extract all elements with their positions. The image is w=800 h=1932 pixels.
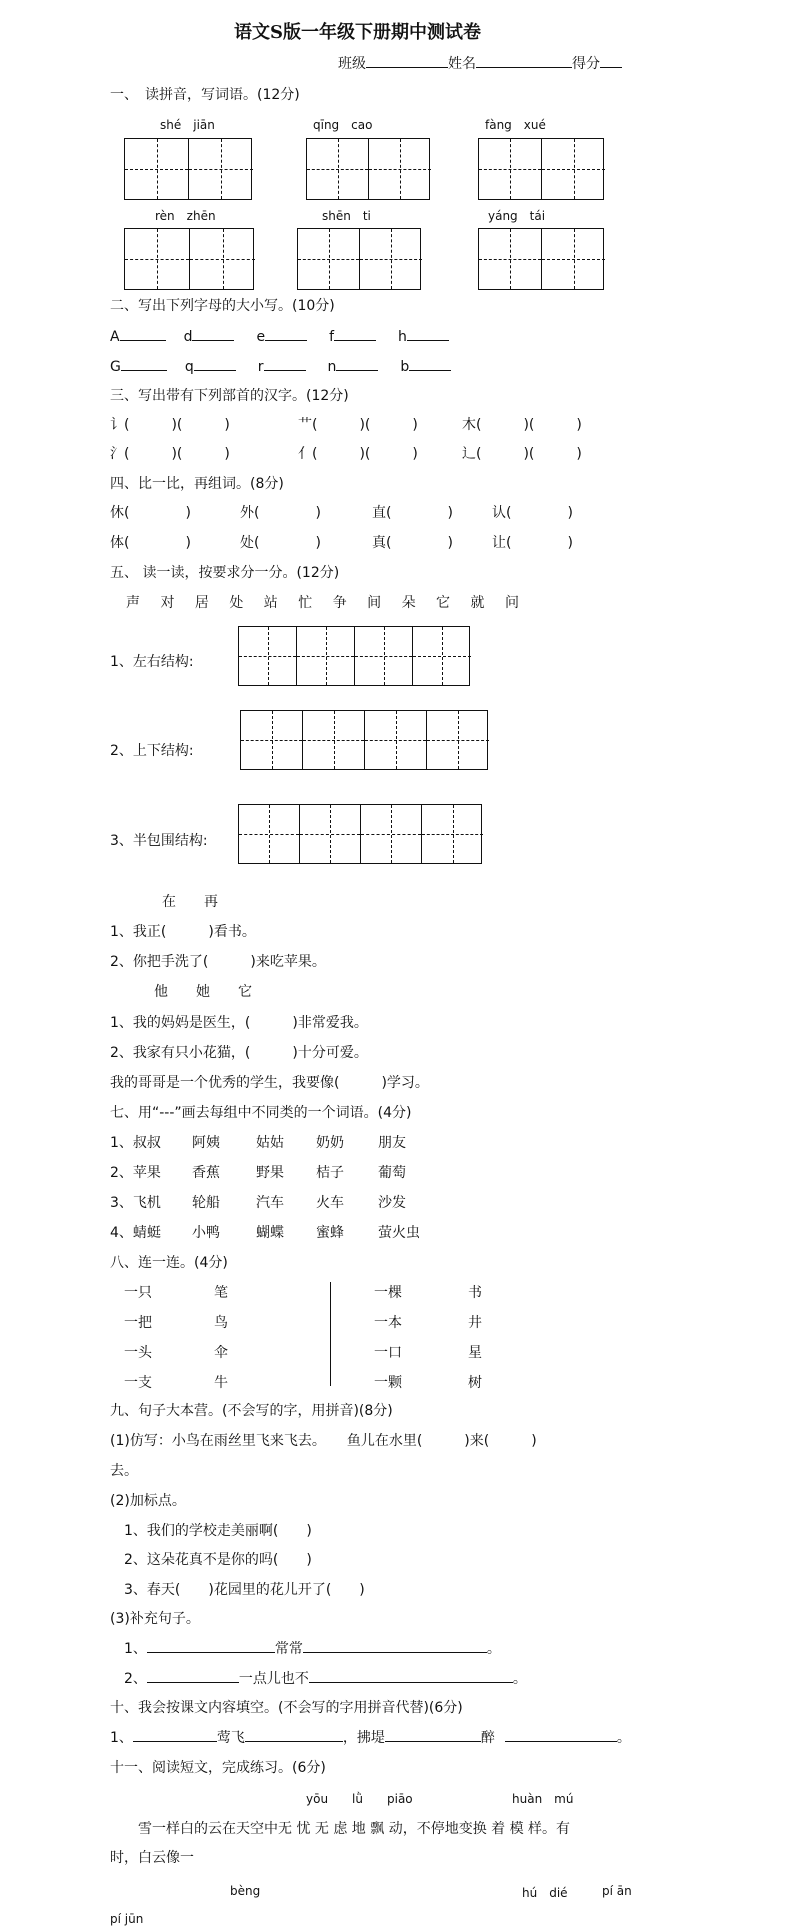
letter-blank[interactable] <box>334 326 376 341</box>
letter: n <box>327 359 337 375</box>
letter: A <box>110 329 120 345</box>
word-option[interactable]: 葡萄 <box>378 1165 406 1181</box>
complete-heading: (3)补充句子。 <box>110 1611 200 1627</box>
class-label: 班级 <box>338 56 366 72</box>
compare-item: 处( ) <box>240 535 321 551</box>
fill-question: 2、你把手洗了( )来吃苹果。 <box>110 954 326 970</box>
letter-row <box>110 356 451 375</box>
measure-word[interactable]: 一棵 <box>374 1285 402 1301</box>
imitate-sentence-end: 去。 <box>110 1463 138 1479</box>
name-label: 姓名 <box>448 56 476 72</box>
pinyin-annotation: pí jūn <box>110 1912 144 1926</box>
word-option[interactable]: 4、蜻蜓 <box>110 1225 161 1241</box>
answer-blank[interactable] <box>147 1638 275 1653</box>
pinyin-label: fàng xué <box>485 118 546 132</box>
word-choice: 在 再 <box>162 894 218 910</box>
structure-label: 1、左右结构: <box>110 654 194 670</box>
word-option[interactable]: 小鸭 <box>192 1225 220 1241</box>
answer-blank[interactable] <box>133 1727 217 1742</box>
measure-word[interactable]: 一口 <box>374 1345 402 1361</box>
class-blank[interactable] <box>366 53 448 68</box>
radical-item: 讠( )( ) <box>110 417 230 433</box>
word-option[interactable]: 野果 <box>256 1165 284 1181</box>
recite-line <box>110 1727 631 1747</box>
section-9-heading: 九、句子大本营。(不会写的字，用拼音)(8分) <box>110 1403 393 1419</box>
letter-blank[interactable] <box>264 356 306 371</box>
noun-word[interactable]: 星 <box>468 1345 482 1361</box>
section-3-heading: 三、写出带有下列部首的汉字。(12分) <box>110 388 349 404</box>
word-option[interactable]: 汽车 <box>256 1195 284 1211</box>
poem-word: ，拂堤 <box>342 1730 385 1746</box>
pinyin-annotation: pí ān <box>602 1884 632 1898</box>
noun-word[interactable]: 书 <box>468 1285 482 1301</box>
measure-word[interactable]: 一只 <box>124 1285 152 1301</box>
measure-word[interactable]: 一把 <box>124 1315 152 1331</box>
compare-item: 让( ) <box>492 535 573 551</box>
section-5-heading: 五、 读一读，按要求分一分。(12分) <box>110 565 340 581</box>
word-option[interactable]: 蜜蜂 <box>316 1225 344 1241</box>
passage-line: 雪一样白的云在天空中无 忧 无 虑 地 飘 动，不停地变换 着 模 样。有 <box>138 1821 571 1837</box>
sentence-word: 常常 <box>274 1641 303 1657</box>
letter: r <box>257 359 264 375</box>
letter: f <box>329 329 335 345</box>
radical-item: 艹( )( ) <box>298 417 418 433</box>
fill-question: 2、我家有只小花猫，( )十分可爱。 <box>110 1045 368 1061</box>
word-option[interactable]: 1、叔叔 <box>110 1135 161 1151</box>
question-number: 1、 <box>110 1730 133 1746</box>
writing-grid[interactable] <box>238 804 482 864</box>
pinyin-label: shé jiān <box>160 118 215 132</box>
letter: G <box>110 359 121 375</box>
character-list: 声 对 居 处 站 忙 争 间 朵 它 就 问 <box>126 595 527 611</box>
noun-word[interactable]: 伞 <box>214 1345 228 1361</box>
letter-row <box>110 326 449 345</box>
letter: q <box>184 359 194 375</box>
score-blank[interactable] <box>600 53 622 68</box>
answer-blank[interactable] <box>245 1727 343 1742</box>
letter-blank[interactable] <box>120 326 166 341</box>
section-11-heading: 十一、阅读短文，完成练习。(6分) <box>110 1760 326 1776</box>
punctuation-question: 3、春天( )花园里的花儿开了( ) <box>124 1582 365 1598</box>
answer-blank[interactable] <box>385 1727 481 1742</box>
section-1-heading: 一、 读拼音，写词语。(12分) <box>110 87 300 103</box>
word-option[interactable]: 朋友 <box>378 1135 406 1151</box>
imitate-sentence: (1)仿写：小鸟在雨丝里飞来飞去。 鱼儿在水里( )来( ) <box>110 1433 537 1449</box>
sentence-end: 。 <box>512 1671 527 1687</box>
section-7-heading: 七、用“---”画去每组中不同类的一个词语。(4分) <box>110 1105 412 1121</box>
word-option[interactable]: 蝴蝶 <box>256 1225 284 1241</box>
fill-question: 1、我正( )看书。 <box>110 924 256 940</box>
measure-word[interactable]: 一颗 <box>374 1375 402 1391</box>
letter: h <box>398 329 407 345</box>
letter: e <box>256 329 266 345</box>
answer-blank[interactable] <box>505 1727 617 1742</box>
letter-blank[interactable] <box>407 326 449 341</box>
compare-item: 认( ) <box>492 505 573 521</box>
pinyin-label: shēn ti <box>322 209 371 223</box>
writing-grid[interactable] <box>124 228 254 290</box>
header-fields <box>338 53 622 73</box>
word-option[interactable]: 萤火虫 <box>378 1225 420 1241</box>
fill-question: 1、我的妈妈是医生，( )非常爱我。 <box>110 1015 368 1031</box>
name-blank[interactable] <box>476 53 572 68</box>
structure-label: 2、上下结构: <box>110 743 194 759</box>
pinyin-label: yáng tái <box>488 209 546 223</box>
word-option[interactable]: 火车 <box>316 1195 344 1211</box>
passage-line: 时，白云像一 <box>110 1850 194 1866</box>
noun-word[interactable]: 井 <box>468 1315 482 1331</box>
radical-item: 亻( )( ) <box>298 446 418 462</box>
word-option[interactable]: 姑姑 <box>256 1135 284 1151</box>
score-label: 得分 <box>572 56 600 72</box>
radical-item: 氵( )( ) <box>110 446 230 462</box>
letter-blank[interactable] <box>194 356 236 371</box>
measure-word[interactable]: 一支 <box>124 1375 152 1391</box>
pinyin-label: rèn zhēn <box>155 209 216 223</box>
word-option[interactable]: 阿姨 <box>192 1135 220 1151</box>
punctuation-question: 1、我们的学校走美丽啊( ) <box>124 1523 312 1539</box>
word-option[interactable]: 轮船 <box>192 1195 220 1211</box>
letter-blank[interactable] <box>336 356 378 371</box>
letter-blank[interactable] <box>265 326 307 341</box>
question-number: 2、 <box>124 1671 147 1687</box>
answer-blank[interactable] <box>309 1668 513 1683</box>
word-option[interactable]: 2、苹果 <box>110 1165 161 1181</box>
noun-word[interactable]: 树 <box>468 1375 482 1391</box>
section-10-heading: 十、我会按课文内容填空。(不会写的字用拼音代替)(6分) <box>110 1700 463 1716</box>
letter-blank[interactable] <box>121 356 167 371</box>
poem-word: 莺飞 <box>216 1730 245 1746</box>
noun-word[interactable]: 牛 <box>214 1375 228 1391</box>
noun-word[interactable]: 鸟 <box>214 1315 228 1331</box>
punctuation-heading: (2)加标点。 <box>110 1493 186 1509</box>
letter: b <box>400 359 410 375</box>
word-choice: 他 她 它 <box>154 984 252 1000</box>
complete-sentence <box>124 1638 501 1658</box>
punctuation-question: 2、这朵花真不是你的吗( ) <box>124 1552 312 1568</box>
noun-word[interactable]: 笔 <box>214 1285 228 1301</box>
sentence-word: 一点儿也不 <box>238 1671 309 1687</box>
compare-item: 直( ) <box>372 505 453 521</box>
writing-grid[interactable] <box>240 710 488 770</box>
writing-grid[interactable] <box>478 138 604 200</box>
measure-word[interactable]: 一头 <box>124 1345 152 1361</box>
pinyin-annotation: yōu lǜ piāo <box>306 1792 413 1806</box>
pinyin-label: qīng cao <box>313 118 373 132</box>
page-title: 语文S版一年级下册期中测试卷 <box>234 22 481 43</box>
sentence-end: 。 <box>616 1730 631 1746</box>
pinyin-annotation: huàn mú <box>512 1792 574 1806</box>
compare-item: 外( ) <box>240 505 321 521</box>
word-option[interactable]: 3、飞机 <box>110 1195 161 1211</box>
fill-question: 我的哥哥是一个优秀的学生，我要像( )学习。 <box>110 1075 429 1091</box>
writing-grid[interactable] <box>124 138 252 200</box>
structure-label: 3、半包围结构: <box>110 833 208 849</box>
answer-blank[interactable] <box>303 1638 487 1653</box>
writing-grid[interactable] <box>478 228 604 290</box>
pinyin-annotation: hú dié <box>522 1886 568 1900</box>
section-8-heading: 八、连一连。(4分) <box>110 1255 228 1271</box>
writing-grid[interactable] <box>238 626 470 686</box>
measure-word[interactable]: 一本 <box>374 1315 402 1331</box>
compare-item: 休( ) <box>110 505 191 521</box>
compare-item: 真( ) <box>372 535 453 551</box>
pinyin-annotation: bèng <box>230 1884 261 1898</box>
writing-grid[interactable] <box>297 228 421 290</box>
compare-item: 体( ) <box>110 535 191 551</box>
question-number: 1、 <box>124 1641 147 1657</box>
writing-grid[interactable] <box>306 138 430 200</box>
complete-sentence <box>124 1668 527 1688</box>
radical-item: 辶( )( ) <box>462 446 582 462</box>
word-option[interactable]: 香蕉 <box>192 1165 220 1181</box>
sentence-end: 。 <box>486 1641 501 1657</box>
section-2-heading: 二、写出下列字母的大小写。(10分) <box>110 298 335 314</box>
word-option[interactable]: 桔子 <box>316 1165 344 1181</box>
poem-word: 醉 <box>480 1730 495 1746</box>
word-option[interactable]: 沙发 <box>378 1195 406 1211</box>
divider-line <box>330 1282 331 1386</box>
letter-blank[interactable] <box>192 326 234 341</box>
letter-blank[interactable] <box>409 356 451 371</box>
radical-item: 木( )( ) <box>462 417 582 433</box>
letter: d <box>183 329 193 345</box>
answer-blank[interactable] <box>147 1668 239 1683</box>
section-4-heading: 四、比一比，再组词。(8分) <box>110 476 284 492</box>
word-option[interactable]: 奶奶 <box>316 1135 344 1151</box>
